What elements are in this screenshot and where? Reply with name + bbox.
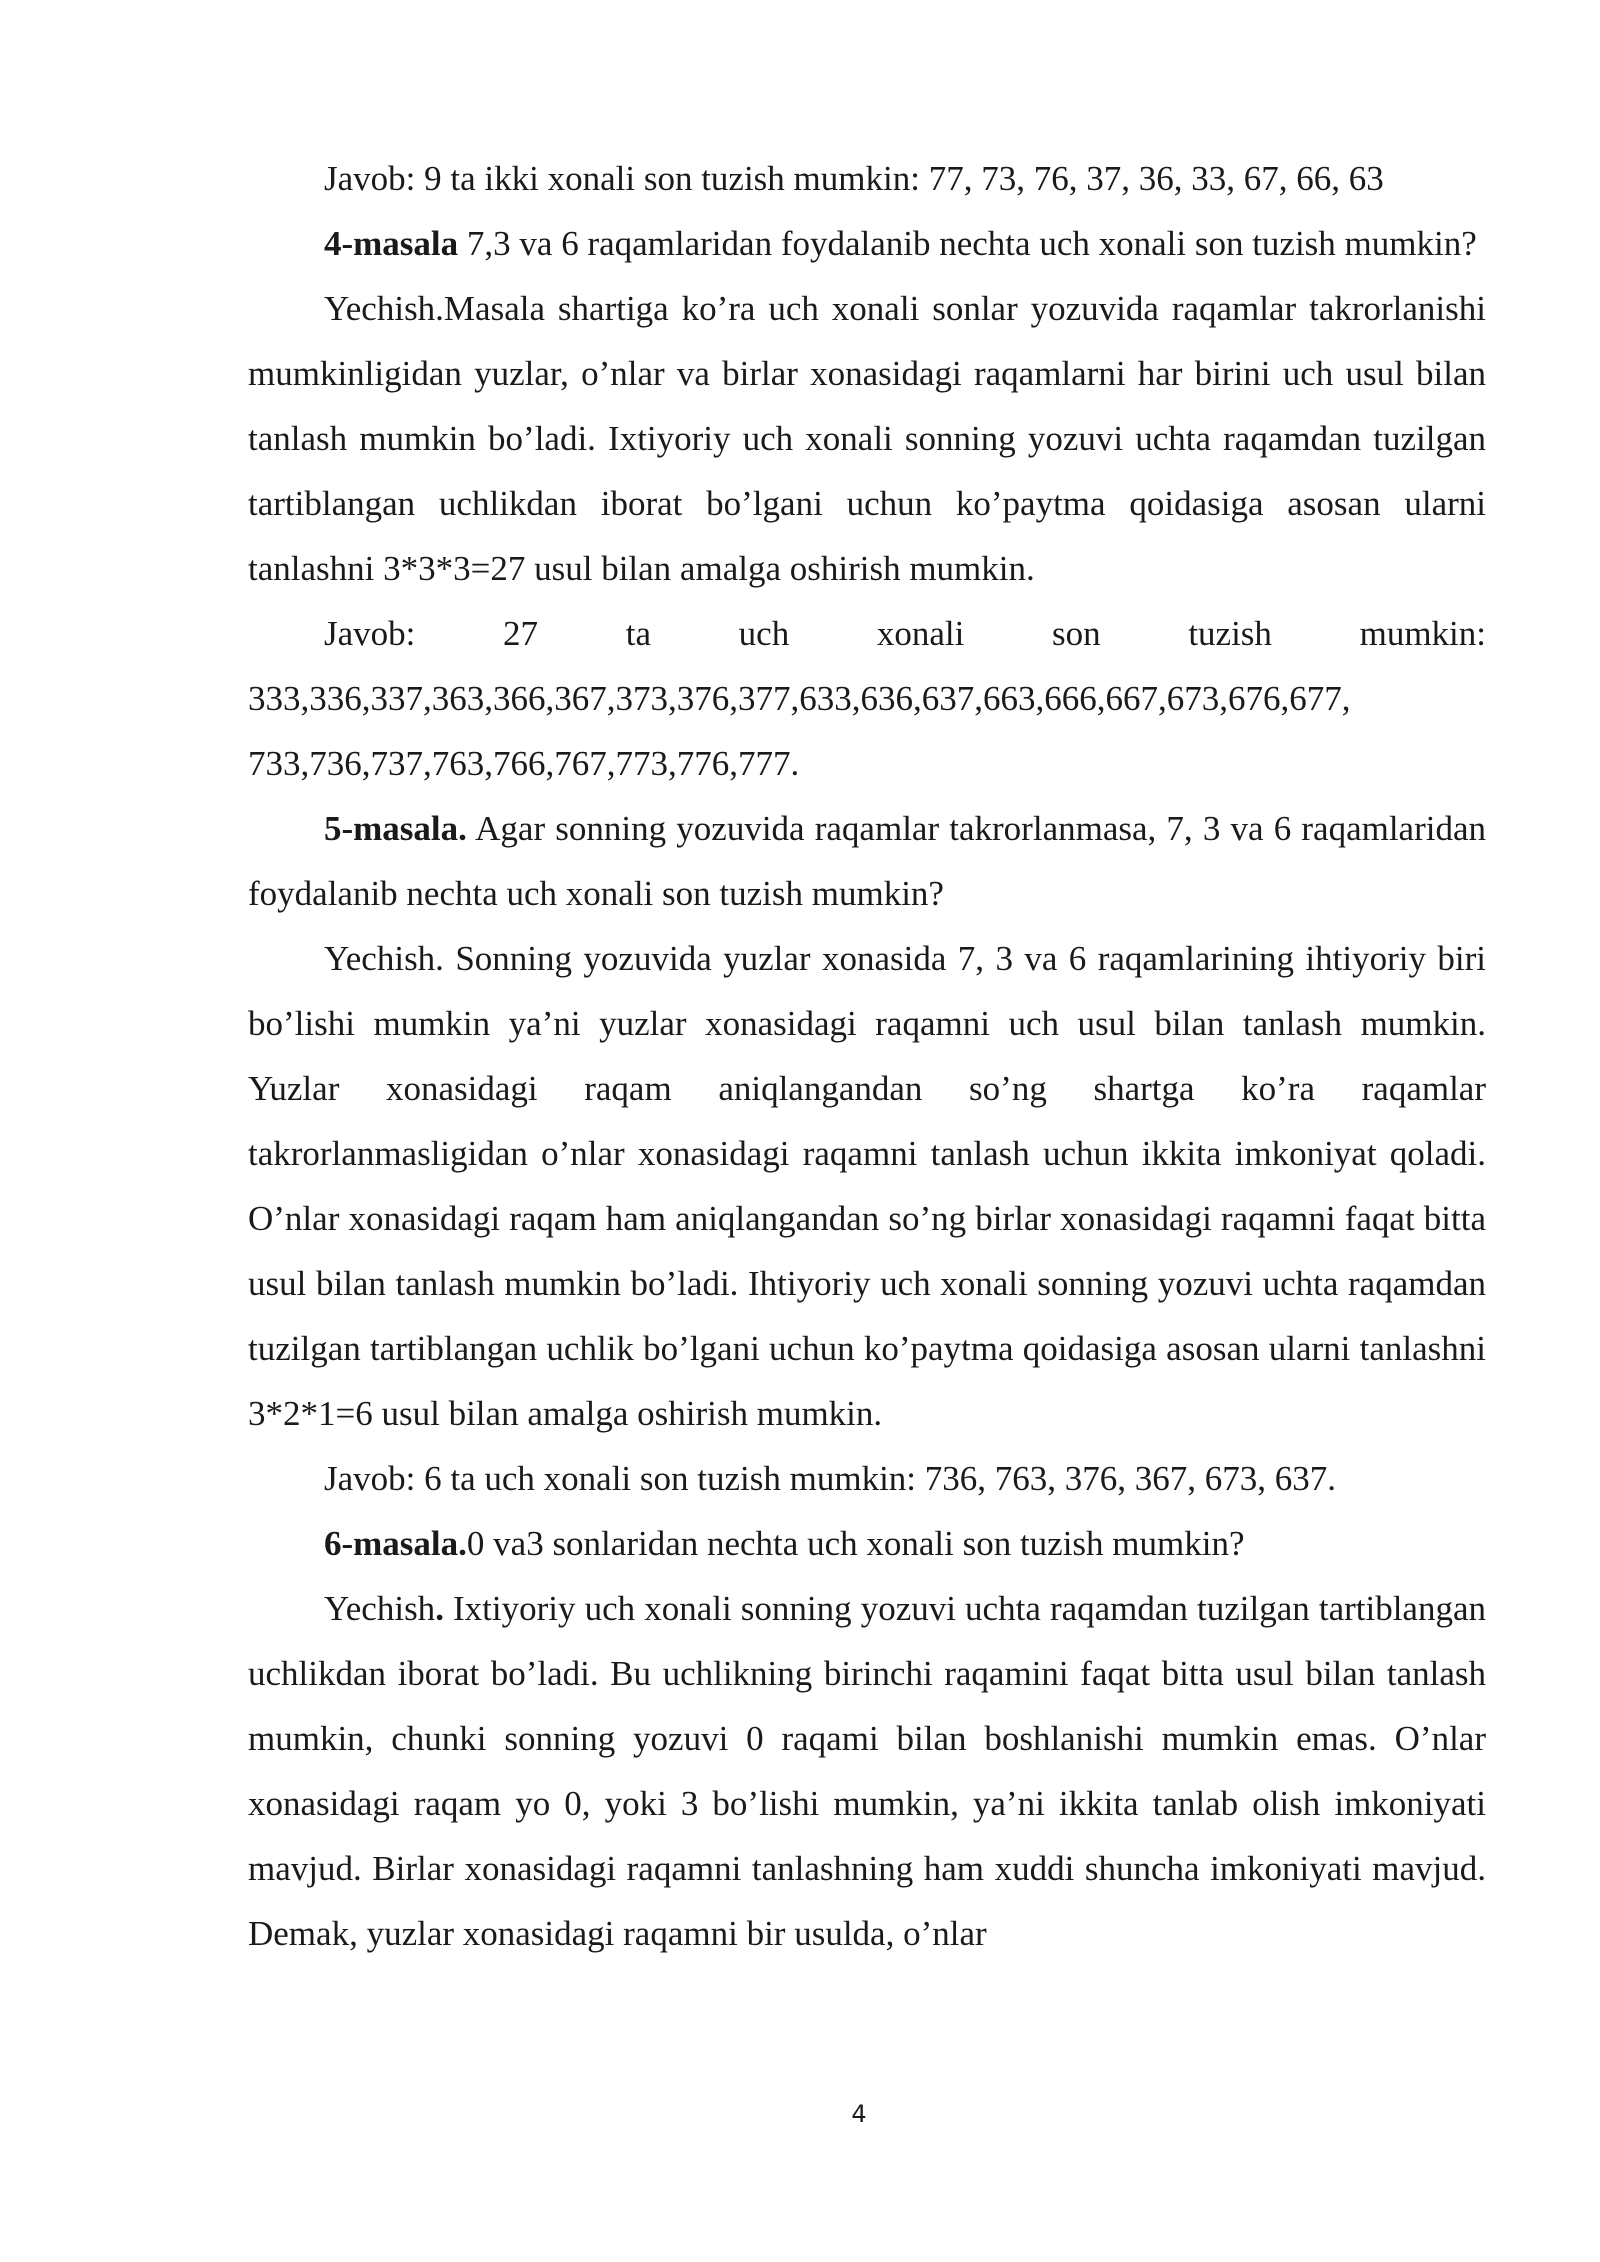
problem-5-heading: 5-masala. [324, 809, 467, 848]
solution-6-text: Ixtiyoriy uch xonali sonning yozuvi uchta raqamdan tuzilgan tartiblangan uchlikdan iborat bo’ladi. Bu uchlikning birinchi raqamini faqat bitta usul bilan tanlash mumkin, chunki sonning yozuvi 0 raqami bilan boshlanishi mumkin emas. O’nlar xonasidagi raqam yo 0, yoki 3 bo’lishi mumkin, ya’ni ikkita tanlab olish imkoniyati mavjud. Birlar xonasidagi raqamni tanlashning ham xuddi shuncha imkoniyati mavjud. Demak, yuzlar xonasidagi raqamni bir usulda, o’nlar [248, 1589, 1486, 1953]
solution-5-paragraph: Yechish. Sonning yozuvida yuzlar xonasida 7, 3 va 6 raqamlarining ihtiyoriy biri bo’lishi mumkin ya’ni yuzlar xonasidagi raqamni uch usul bilan tanlash mumkin. Yuzlar xonasidagi raqam aniqlangandan so’ng shartga ko’ra raqamlar takrorlanmasligidan o’nlar xonasidagi raqamni tanlash uchun ikkita imkoniyat qoladi. O’nlar xonasidagi raqam ham aniqlangandan so’ng birlar xonasidagi raqamni faqat bitta usul bilan tanlash mumkin bo’ladi. Ihtiyoriy uch xonali sonning yozuvi uchta raqamdan tuzilgan tartiblangan uchlik bo’lgani uchun ko’paytma qoidasiga asosan ularni tanlashni 3*2*1=6 usul bilan amalga oshirish mumkin. [248, 939, 1486, 1433]
solution-4-paragraph: Yechish.Masala shartiga ko’ra uch xonali sonlar yozuvida raqamlar takrorlanishi mumkinligidan yuzlar, o’nlar va birlar xonasidagi raqamlarni har birini uch usul bilan tanlash mumkin bo’ladi. Ixtiyoriy uch xonali sonning yozuvi uchta raqamdan tuzilgan tartiblangan uchlikdan iborat bo’lgani uchun ko’paytma qoidasiga asosan ularni tanlashni 3*3*3=27 usul bilan amalga oshirish mumkin. [248, 289, 1486, 588]
problem-5-text: Agar sonning yozuvida raqamlar takrorlanmasa, 7, 3 va 6 raqamlaridan foydalanib nechta uch xonali son tuzish mumkin? [248, 809, 1486, 913]
problem-6-text: 0 va3 sonlaridan nechta uch xonali son tuzish mumkin? [466, 1524, 1245, 1563]
document-page [248, 146, 1486, 1966]
problem-4-heading: 4-masala [324, 224, 459, 263]
page-number: 4 [851, 2100, 867, 2128]
answer-4-number-list-2: 733,736,737,763,766,767,773,776,777. [248, 744, 800, 783]
problem-6-paragraph [248, 1511, 1486, 1576]
problem-4-paragraph [248, 211, 1486, 276]
solution-6-paragraph [248, 1576, 1486, 1966]
answer-4-paragraph: Javob: 27 ta uch xonali son tuzish mumkin: [324, 614, 1486, 653]
problem-4-text: 7,3 va 6 raqamlaridan foydalanib nechta uch xonali son tuzish mumkin? [458, 224, 1477, 263]
problem-6-heading: 6-masala. [324, 1524, 467, 1563]
answer-paragraph-1: Javob: 9 ta ikki xonali son tuzish mumkin: 77, 73, 76, 37, 36, 33, 67, 66, 63 [324, 159, 1384, 198]
answer-4-number-list-1: 333,336,337,363,366,367,373,376,377,633,636,637,663,666,667,673,676,677, [248, 679, 1351, 718]
answer-5-paragraph: Javob: 6 ta uch xonali son tuzish mumkin: 736, 763, 376, 367, 673, 637. [324, 1459, 1337, 1498]
solution-6-lead: Yechish [324, 1589, 436, 1628]
solution-6-dot: . [435, 1589, 444, 1628]
problem-5-paragraph [248, 796, 1486, 926]
